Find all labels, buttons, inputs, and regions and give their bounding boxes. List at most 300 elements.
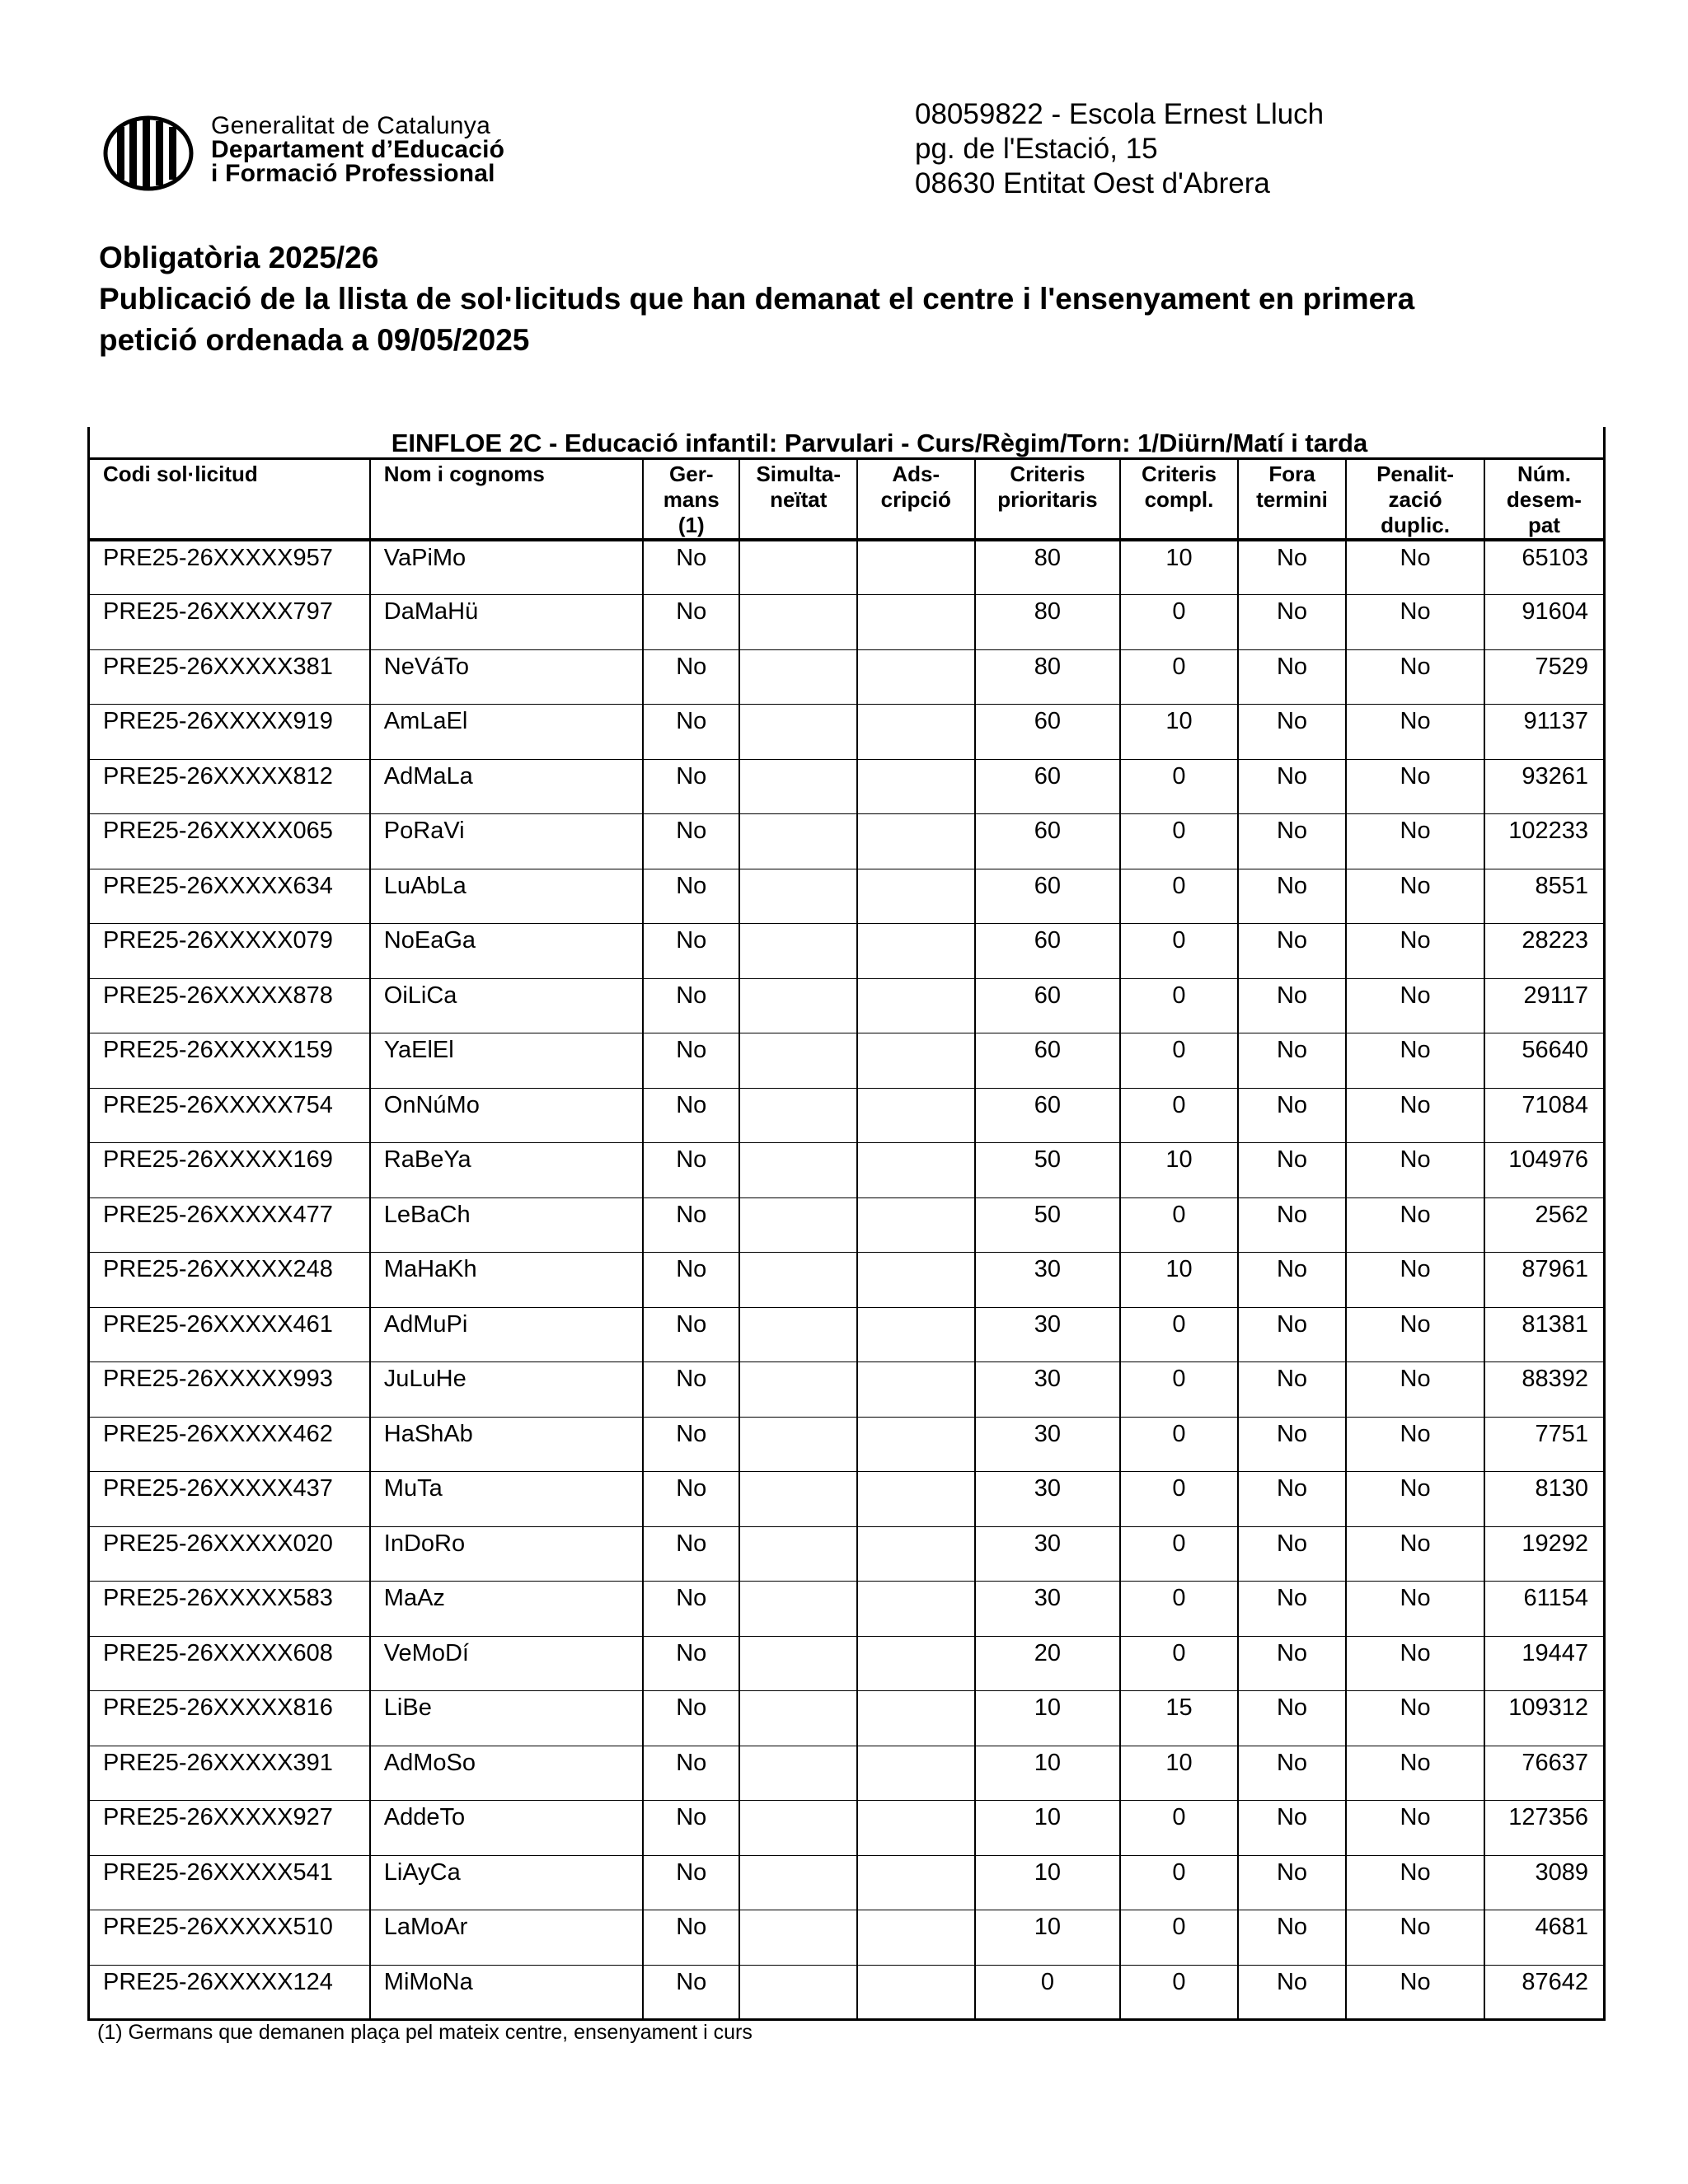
table-header-row bbox=[89, 460, 1605, 540]
cell-simultaneitat bbox=[739, 1088, 857, 1143]
cell-codi-solicitud: PRE25-26XXXXX391 bbox=[89, 1746, 370, 1801]
cell-codi-solicitud: PRE25-26XXXXX159 bbox=[89, 1033, 370, 1089]
cell-germans: No bbox=[643, 1197, 739, 1253]
cell-fora-termini: No bbox=[1238, 1417, 1347, 1472]
cell-penalitzacio-duplic: No bbox=[1346, 1472, 1484, 1527]
cell-germans: No bbox=[643, 1801, 739, 1856]
cell-criteris-compl: 0 bbox=[1120, 814, 1238, 869]
cell-nom-cognoms: JuLuHe bbox=[370, 1362, 643, 1418]
cell-simultaneitat bbox=[739, 1307, 857, 1362]
cell-criteris-compl: 10 bbox=[1120, 540, 1238, 595]
cell-criteris-prioritaris: 80 bbox=[975, 540, 1121, 595]
table-row bbox=[89, 1746, 1605, 1801]
cell-fora-termini: No bbox=[1238, 595, 1347, 650]
cell-penalitzacio-duplic: No bbox=[1346, 1636, 1484, 1691]
cell-codi-solicitud: PRE25-26XXXXX993 bbox=[89, 1362, 370, 1418]
cell-penalitzacio-duplic: No bbox=[1346, 540, 1484, 595]
cell-penalitzacio-duplic: No bbox=[1346, 1307, 1484, 1362]
table-row bbox=[89, 649, 1605, 705]
cell-criteris-compl: 0 bbox=[1120, 1197, 1238, 1253]
cell-penalitzacio-duplic: No bbox=[1346, 1526, 1484, 1582]
cell-nom-cognoms: AmLaEl bbox=[370, 705, 643, 760]
cell-germans: No bbox=[643, 978, 739, 1033]
cell-codi-solicitud: PRE25-26XXXXX583 bbox=[89, 1582, 370, 1637]
column-header-line: pat bbox=[1527, 513, 1560, 537]
cell-nom-cognoms: AdMaLa bbox=[370, 759, 643, 814]
cell-num-desempat: 81381 bbox=[1484, 1307, 1605, 1362]
cell-fora-termini: No bbox=[1238, 1143, 1347, 1198]
cell-num-desempat: 19292 bbox=[1484, 1526, 1605, 1582]
cell-fora-termini: No bbox=[1238, 1801, 1347, 1856]
column-header-line: cripció bbox=[880, 487, 951, 512]
cell-nom-cognoms: AdMoSo bbox=[370, 1746, 643, 1801]
cell-num-desempat: 93261 bbox=[1484, 759, 1605, 814]
cell-fora-termini: No bbox=[1238, 1307, 1347, 1362]
cell-codi-solicitud: PRE25-26XXXXX797 bbox=[89, 595, 370, 650]
table-row bbox=[89, 1801, 1605, 1856]
cell-adscripcio bbox=[857, 1143, 975, 1198]
cell-germans: No bbox=[643, 1582, 739, 1637]
logo-line-2: Departament d’Educació bbox=[211, 136, 505, 163]
cell-nom-cognoms: LiBe bbox=[370, 1691, 643, 1746]
cell-simultaneitat bbox=[739, 1691, 857, 1746]
cell-simultaneitat bbox=[739, 1582, 857, 1637]
cell-fora-termini: No bbox=[1238, 924, 1347, 979]
cell-codi-solicitud: PRE25-26XXXXX634 bbox=[89, 869, 370, 924]
cell-criteris-compl: 0 bbox=[1120, 1965, 1238, 2020]
table-row bbox=[89, 759, 1605, 814]
cell-fora-termini: No bbox=[1238, 814, 1347, 869]
cell-simultaneitat bbox=[739, 1910, 857, 1966]
cell-num-desempat: 127356 bbox=[1484, 1801, 1605, 1856]
cell-penalitzacio-duplic: No bbox=[1346, 1965, 1484, 2020]
cell-adscripcio bbox=[857, 1307, 975, 1362]
cell-criteris-prioritaris: 10 bbox=[975, 1910, 1121, 1966]
column-header-line: prioritaris bbox=[997, 487, 1098, 512]
cell-criteris-compl: 0 bbox=[1120, 924, 1238, 979]
title-line-1: Obligatòria 2025/26 bbox=[99, 241, 379, 274]
cell-criteris-prioritaris: 60 bbox=[975, 924, 1121, 979]
column-header-nom-cognoms bbox=[370, 460, 643, 540]
cell-fora-termini: No bbox=[1238, 1088, 1347, 1143]
cell-adscripcio bbox=[857, 649, 975, 705]
cell-simultaneitat bbox=[739, 1417, 857, 1472]
table-row bbox=[89, 1526, 1605, 1582]
cell-fora-termini: No bbox=[1238, 1855, 1347, 1910]
cell-fora-termini: No bbox=[1238, 1965, 1347, 2020]
cell-codi-solicitud: PRE25-26XXXXX957 bbox=[89, 540, 370, 595]
cell-criteris-prioritaris: 60 bbox=[975, 705, 1121, 760]
cell-codi-solicitud: PRE25-26XXXXX462 bbox=[89, 1417, 370, 1472]
table-row bbox=[89, 1636, 1605, 1691]
cell-num-desempat: 29117 bbox=[1484, 978, 1605, 1033]
cell-simultaneitat bbox=[739, 1526, 857, 1582]
cell-criteris-compl: 0 bbox=[1120, 978, 1238, 1033]
cell-nom-cognoms: NoEaGa bbox=[370, 924, 643, 979]
generalitat-emblem-icon bbox=[102, 115, 195, 191]
cell-num-desempat: 8551 bbox=[1484, 869, 1605, 924]
cell-penalitzacio-duplic: No bbox=[1346, 1197, 1484, 1253]
cell-num-desempat: 4681 bbox=[1484, 1910, 1605, 1966]
generalitat-logo bbox=[102, 114, 638, 193]
cell-simultaneitat bbox=[739, 978, 857, 1033]
cell-codi-solicitud: PRE25-26XXXXX079 bbox=[89, 924, 370, 979]
cell-codi-solicitud: PRE25-26XXXXX437 bbox=[89, 1472, 370, 1527]
table-row bbox=[89, 540, 1605, 595]
cell-nom-cognoms: AdMuPi bbox=[370, 1307, 643, 1362]
cell-adscripcio bbox=[857, 1691, 975, 1746]
cell-penalitzacio-duplic: No bbox=[1346, 649, 1484, 705]
cell-num-desempat: 2562 bbox=[1484, 1197, 1605, 1253]
school-address: pg. de l'Estació, 15 bbox=[915, 133, 1158, 165]
cell-criteris-prioritaris: 60 bbox=[975, 1088, 1121, 1143]
cell-nom-cognoms: LiAyCa bbox=[370, 1855, 643, 1910]
cell-nom-cognoms: OiLiCa bbox=[370, 978, 643, 1033]
table-body bbox=[89, 540, 1605, 2020]
column-header-line: Fora bbox=[1268, 462, 1315, 486]
column-header-simultaneitat bbox=[739, 460, 857, 540]
cell-nom-cognoms: RaBeYa bbox=[370, 1143, 643, 1198]
cell-criteris-prioritaris: 30 bbox=[975, 1582, 1121, 1637]
column-header-line: Simulta- bbox=[756, 462, 842, 486]
cell-fora-termini: No bbox=[1238, 1033, 1347, 1089]
column-header-line: Ads- bbox=[892, 462, 940, 486]
cell-criteris-prioritaris: 50 bbox=[975, 1143, 1121, 1198]
cell-criteris-compl: 10 bbox=[1120, 1143, 1238, 1198]
cell-adscripcio bbox=[857, 1197, 975, 1253]
cell-codi-solicitud: PRE25-26XXXXX124 bbox=[89, 1965, 370, 2020]
cell-criteris-prioritaris: 60 bbox=[975, 759, 1121, 814]
cell-simultaneitat bbox=[739, 1965, 857, 2020]
column-header-num-desempat bbox=[1484, 460, 1605, 540]
column-header-line: zació bbox=[1388, 487, 1442, 512]
cell-criteris-compl: 10 bbox=[1120, 1746, 1238, 1801]
cell-criteris-prioritaris: 30 bbox=[975, 1307, 1121, 1362]
cell-codi-solicitud: PRE25-26XXXXX812 bbox=[89, 759, 370, 814]
cell-criteris-compl: 0 bbox=[1120, 1362, 1238, 1418]
cell-germans: No bbox=[643, 1691, 739, 1746]
cell-criteris-prioritaris: 60 bbox=[975, 869, 1121, 924]
cell-simultaneitat bbox=[739, 1253, 857, 1308]
cell-simultaneitat bbox=[739, 1362, 857, 1418]
cell-criteris-compl: 0 bbox=[1120, 649, 1238, 705]
cell-adscripcio bbox=[857, 869, 975, 924]
cell-nom-cognoms: MaAz bbox=[370, 1582, 643, 1637]
cell-nom-cognoms: YaElEl bbox=[370, 1033, 643, 1089]
cell-simultaneitat bbox=[739, 924, 857, 979]
cell-fora-termini: No bbox=[1238, 540, 1347, 595]
cell-adscripcio bbox=[857, 540, 975, 595]
cell-criteris-compl: 15 bbox=[1120, 1691, 1238, 1746]
column-header-line: neïtat bbox=[770, 487, 828, 512]
cell-fora-termini: No bbox=[1238, 1910, 1347, 1966]
cell-fora-termini: No bbox=[1238, 1582, 1347, 1637]
cell-adscripcio bbox=[857, 1033, 975, 1089]
cell-germans: No bbox=[643, 1362, 739, 1418]
cell-num-desempat: 61154 bbox=[1484, 1582, 1605, 1637]
cell-adscripcio bbox=[857, 1362, 975, 1418]
column-header-line: (1) bbox=[678, 513, 705, 537]
cell-simultaneitat bbox=[739, 1855, 857, 1910]
cell-adscripcio bbox=[857, 1582, 975, 1637]
cell-germans: No bbox=[643, 1746, 739, 1801]
cell-fora-termini: No bbox=[1238, 1746, 1347, 1801]
cell-criteris-prioritaris: 80 bbox=[975, 649, 1121, 705]
cell-num-desempat: 104976 bbox=[1484, 1143, 1605, 1198]
cell-criteris-compl: 0 bbox=[1120, 1582, 1238, 1637]
cell-penalitzacio-duplic: No bbox=[1346, 1746, 1484, 1801]
cell-codi-solicitud: PRE25-26XXXXX248 bbox=[89, 1253, 370, 1308]
cell-criteris-prioritaris: 0 bbox=[975, 1965, 1121, 2020]
cell-germans: No bbox=[643, 540, 739, 595]
cell-num-desempat: 56640 bbox=[1484, 1033, 1605, 1089]
cell-simultaneitat bbox=[739, 649, 857, 705]
cell-germans: No bbox=[643, 1088, 739, 1143]
school-code-name: 08059822 - Escola Ernest Lluch bbox=[915, 98, 1325, 130]
cell-num-desempat: 7529 bbox=[1484, 649, 1605, 705]
cell-fora-termini: No bbox=[1238, 1253, 1347, 1308]
column-header-germans bbox=[643, 460, 739, 540]
cell-adscripcio bbox=[857, 1855, 975, 1910]
cell-nom-cognoms: PoRaVi bbox=[370, 814, 643, 869]
cell-penalitzacio-duplic: No bbox=[1346, 924, 1484, 979]
column-header-adscripcio bbox=[857, 460, 975, 540]
cell-codi-solicitud: PRE25-26XXXXX065 bbox=[89, 814, 370, 869]
cell-nom-cognoms: LaMoAr bbox=[370, 1910, 643, 1966]
column-header-line: termini bbox=[1256, 487, 1328, 512]
cell-nom-cognoms: MuTa bbox=[370, 1472, 643, 1527]
cell-criteris-prioritaris: 10 bbox=[975, 1801, 1121, 1856]
column-header-line: duplic. bbox=[1381, 513, 1450, 537]
table-row bbox=[89, 705, 1605, 760]
cell-criteris-compl: 0 bbox=[1120, 1472, 1238, 1527]
column-header-line: desem- bbox=[1506, 487, 1582, 512]
cell-germans: No bbox=[643, 595, 739, 650]
cell-num-desempat: 87642 bbox=[1484, 1965, 1605, 2020]
table-row bbox=[89, 595, 1605, 650]
cell-criteris-compl: 10 bbox=[1120, 705, 1238, 760]
cell-criteris-compl: 0 bbox=[1120, 1307, 1238, 1362]
logo-line-1: Generalitat de Catalunya bbox=[211, 112, 491, 139]
cell-germans: No bbox=[643, 1417, 739, 1472]
school-info bbox=[915, 97, 1324, 201]
cell-fora-termini: No bbox=[1238, 1197, 1347, 1253]
column-header-line: Ger- bbox=[669, 462, 714, 486]
cell-num-desempat: 19447 bbox=[1484, 1636, 1605, 1691]
cell-simultaneitat bbox=[739, 1143, 857, 1198]
cell-simultaneitat bbox=[739, 1636, 857, 1691]
cell-adscripcio bbox=[857, 1965, 975, 2020]
cell-nom-cognoms: AddeTo bbox=[370, 1801, 643, 1856]
cell-nom-cognoms: VaPiMo bbox=[370, 540, 643, 595]
cell-criteris-compl: 0 bbox=[1120, 1910, 1238, 1966]
cell-penalitzacio-duplic: No bbox=[1346, 1855, 1484, 1910]
cell-criteris-compl: 0 bbox=[1120, 1088, 1238, 1143]
logo-line-3: i Formació Professional bbox=[211, 160, 495, 187]
column-header-line: Criteris bbox=[1141, 462, 1217, 486]
cell-germans: No bbox=[643, 814, 739, 869]
cell-penalitzacio-duplic: No bbox=[1346, 1143, 1484, 1198]
cell-germans: No bbox=[643, 1253, 739, 1308]
cell-simultaneitat bbox=[739, 759, 857, 814]
cell-nom-cognoms: VeMoDí bbox=[370, 1636, 643, 1691]
cell-criteris-prioritaris: 10 bbox=[975, 1691, 1121, 1746]
cell-num-desempat: 71084 bbox=[1484, 1088, 1605, 1143]
title-line-2: Publicació de la llista de sol·licituds que han demanat el centre i l'ensenyament en primera bbox=[99, 282, 1415, 316]
cell-adscripcio bbox=[857, 1801, 975, 1856]
cell-adscripcio bbox=[857, 1253, 975, 1308]
cell-criteris-prioritaris: 30 bbox=[975, 1362, 1121, 1418]
cell-nom-cognoms: HaShAb bbox=[370, 1417, 643, 1472]
column-header-fora-termini bbox=[1238, 460, 1347, 540]
cell-num-desempat: 28223 bbox=[1484, 924, 1605, 979]
table-row bbox=[89, 1855, 1605, 1910]
cell-nom-cognoms: MaHaKh bbox=[370, 1253, 643, 1308]
cell-fora-termini: No bbox=[1238, 869, 1347, 924]
cell-germans: No bbox=[643, 1307, 739, 1362]
footnote: (1) Germans que demanen plaça pel mateix centre, ensenyament i curs bbox=[97, 2021, 753, 2044]
cell-num-desempat: 76637 bbox=[1484, 1746, 1605, 1801]
cell-criteris-prioritaris: 30 bbox=[975, 1417, 1121, 1472]
cell-nom-cognoms: MiMoNa bbox=[370, 1965, 643, 2020]
cell-penalitzacio-duplic: No bbox=[1346, 1691, 1484, 1746]
cell-adscripcio bbox=[857, 924, 975, 979]
cell-codi-solicitud: PRE25-26XXXXX816 bbox=[89, 1691, 370, 1746]
cell-codi-solicitud: PRE25-26XXXXX477 bbox=[89, 1197, 370, 1253]
table-section-title: EINFLOE 2C - Educació infantil: Parvulari - Curs/Règim/Torn: 1/Diürn/Matí i tarda bbox=[87, 427, 1606, 460]
table-row bbox=[89, 1143, 1605, 1198]
column-header-line: Penalit- bbox=[1376, 462, 1455, 486]
applications-table bbox=[87, 460, 1606, 2021]
cell-criteris-compl: 0 bbox=[1120, 759, 1238, 814]
cell-penalitzacio-duplic: No bbox=[1346, 978, 1484, 1033]
cell-criteris-compl: 0 bbox=[1120, 1417, 1238, 1472]
cell-fora-termini: No bbox=[1238, 1362, 1347, 1418]
column-header-line: mans bbox=[663, 487, 720, 512]
cell-criteris-prioritaris: 30 bbox=[975, 1472, 1121, 1527]
cell-criteris-compl: 0 bbox=[1120, 1855, 1238, 1910]
cell-germans: No bbox=[643, 1636, 739, 1691]
cell-num-desempat: 65103 bbox=[1484, 540, 1605, 595]
cell-simultaneitat bbox=[739, 814, 857, 869]
cell-penalitzacio-duplic: No bbox=[1346, 705, 1484, 760]
cell-criteris-compl: 0 bbox=[1120, 1801, 1238, 1856]
cell-fora-termini: No bbox=[1238, 759, 1347, 814]
cell-fora-termini: No bbox=[1238, 705, 1347, 760]
cell-criteris-prioritaris: 80 bbox=[975, 595, 1121, 650]
cell-criteris-prioritaris: 60 bbox=[975, 978, 1121, 1033]
cell-criteris-prioritaris: 50 bbox=[975, 1197, 1121, 1253]
table-row bbox=[89, 1362, 1605, 1418]
cell-codi-solicitud: PRE25-26XXXXX510 bbox=[89, 1910, 370, 1966]
cell-criteris-compl: 0 bbox=[1120, 869, 1238, 924]
cell-adscripcio bbox=[857, 1746, 975, 1801]
table-row bbox=[89, 1197, 1605, 1253]
cell-germans: No bbox=[643, 759, 739, 814]
cell-adscripcio bbox=[857, 759, 975, 814]
cell-penalitzacio-duplic: No bbox=[1346, 1362, 1484, 1418]
cell-fora-termini: No bbox=[1238, 1636, 1347, 1691]
cell-num-desempat: 7751 bbox=[1484, 1417, 1605, 1472]
cell-fora-termini: No bbox=[1238, 1526, 1347, 1582]
cell-nom-cognoms: NeVáTo bbox=[370, 649, 643, 705]
cell-adscripcio bbox=[857, 1088, 975, 1143]
table-row bbox=[89, 924, 1605, 979]
cell-simultaneitat bbox=[739, 1472, 857, 1527]
column-header-line: compl. bbox=[1144, 487, 1214, 512]
cell-adscripcio bbox=[857, 1636, 975, 1691]
table-row bbox=[89, 1472, 1605, 1527]
column-header-criteris-prioritaris bbox=[975, 460, 1121, 540]
cell-criteris-prioritaris: 10 bbox=[975, 1746, 1121, 1801]
cell-num-desempat: 102233 bbox=[1484, 814, 1605, 869]
cell-codi-solicitud: PRE25-26XXXXX754 bbox=[89, 1088, 370, 1143]
column-header-line: Criteris bbox=[1010, 462, 1085, 486]
cell-adscripcio bbox=[857, 1526, 975, 1582]
table-row bbox=[89, 1910, 1605, 1966]
cell-penalitzacio-duplic: No bbox=[1346, 1253, 1484, 1308]
table-row bbox=[89, 814, 1605, 869]
cell-codi-solicitud: PRE25-26XXXXX541 bbox=[89, 1855, 370, 1910]
cell-criteris-compl: 0 bbox=[1120, 1636, 1238, 1691]
cell-simultaneitat bbox=[739, 540, 857, 595]
cell-codi-solicitud: PRE25-26XXXXX169 bbox=[89, 1143, 370, 1198]
cell-codi-solicitud: PRE25-26XXXXX919 bbox=[89, 705, 370, 760]
cell-criteris-prioritaris: 60 bbox=[975, 814, 1121, 869]
cell-nom-cognoms: LuAbLa bbox=[370, 869, 643, 924]
cell-nom-cognoms: LeBaCh bbox=[370, 1197, 643, 1253]
column-header-penalitzacio-duplic bbox=[1346, 460, 1484, 540]
cell-criteris-prioritaris: 30 bbox=[975, 1526, 1121, 1582]
cell-codi-solicitud: PRE25-26XXXXX608 bbox=[89, 1636, 370, 1691]
column-header-line: Codi sol·licitud bbox=[103, 462, 258, 486]
table-row bbox=[89, 1253, 1605, 1308]
cell-num-desempat: 91604 bbox=[1484, 595, 1605, 650]
cell-penalitzacio-duplic: No bbox=[1346, 1910, 1484, 1966]
table-row bbox=[89, 978, 1605, 1033]
cell-simultaneitat bbox=[739, 705, 857, 760]
column-header-line: Núm. bbox=[1517, 462, 1571, 486]
cell-adscripcio bbox=[857, 1417, 975, 1472]
cell-germans: No bbox=[643, 649, 739, 705]
cell-num-desempat: 3089 bbox=[1484, 1855, 1605, 1910]
cell-germans: No bbox=[643, 1143, 739, 1198]
cell-simultaneitat bbox=[739, 1033, 857, 1089]
title-line-3: petició ordenada a 09/05/2025 bbox=[99, 323, 530, 357]
cell-penalitzacio-duplic: No bbox=[1346, 814, 1484, 869]
cell-criteris-compl: 0 bbox=[1120, 595, 1238, 650]
logo-text bbox=[211, 114, 504, 185]
cell-germans: No bbox=[643, 1526, 739, 1582]
cell-simultaneitat bbox=[739, 1746, 857, 1801]
cell-codi-solicitud: PRE25-26XXXXX381 bbox=[89, 649, 370, 705]
cell-codi-solicitud: PRE25-26XXXXX461 bbox=[89, 1307, 370, 1362]
cell-penalitzacio-duplic: No bbox=[1346, 1417, 1484, 1472]
cell-penalitzacio-duplic: No bbox=[1346, 869, 1484, 924]
cell-num-desempat: 88392 bbox=[1484, 1362, 1605, 1418]
school-locality: 08630 Entitat Oest d'Abrera bbox=[915, 167, 1270, 199]
cell-criteris-prioritaris: 60 bbox=[975, 1033, 1121, 1089]
cell-codi-solicitud: PRE25-26XXXXX020 bbox=[89, 1526, 370, 1582]
cell-criteris-prioritaris: 30 bbox=[975, 1253, 1121, 1308]
cell-fora-termini: No bbox=[1238, 649, 1347, 705]
cell-num-desempat: 91137 bbox=[1484, 705, 1605, 760]
cell-adscripcio bbox=[857, 595, 975, 650]
table-row bbox=[89, 1307, 1605, 1362]
cell-fora-termini: No bbox=[1238, 1472, 1347, 1527]
cell-simultaneitat bbox=[739, 1197, 857, 1253]
cell-num-desempat: 8130 bbox=[1484, 1472, 1605, 1527]
